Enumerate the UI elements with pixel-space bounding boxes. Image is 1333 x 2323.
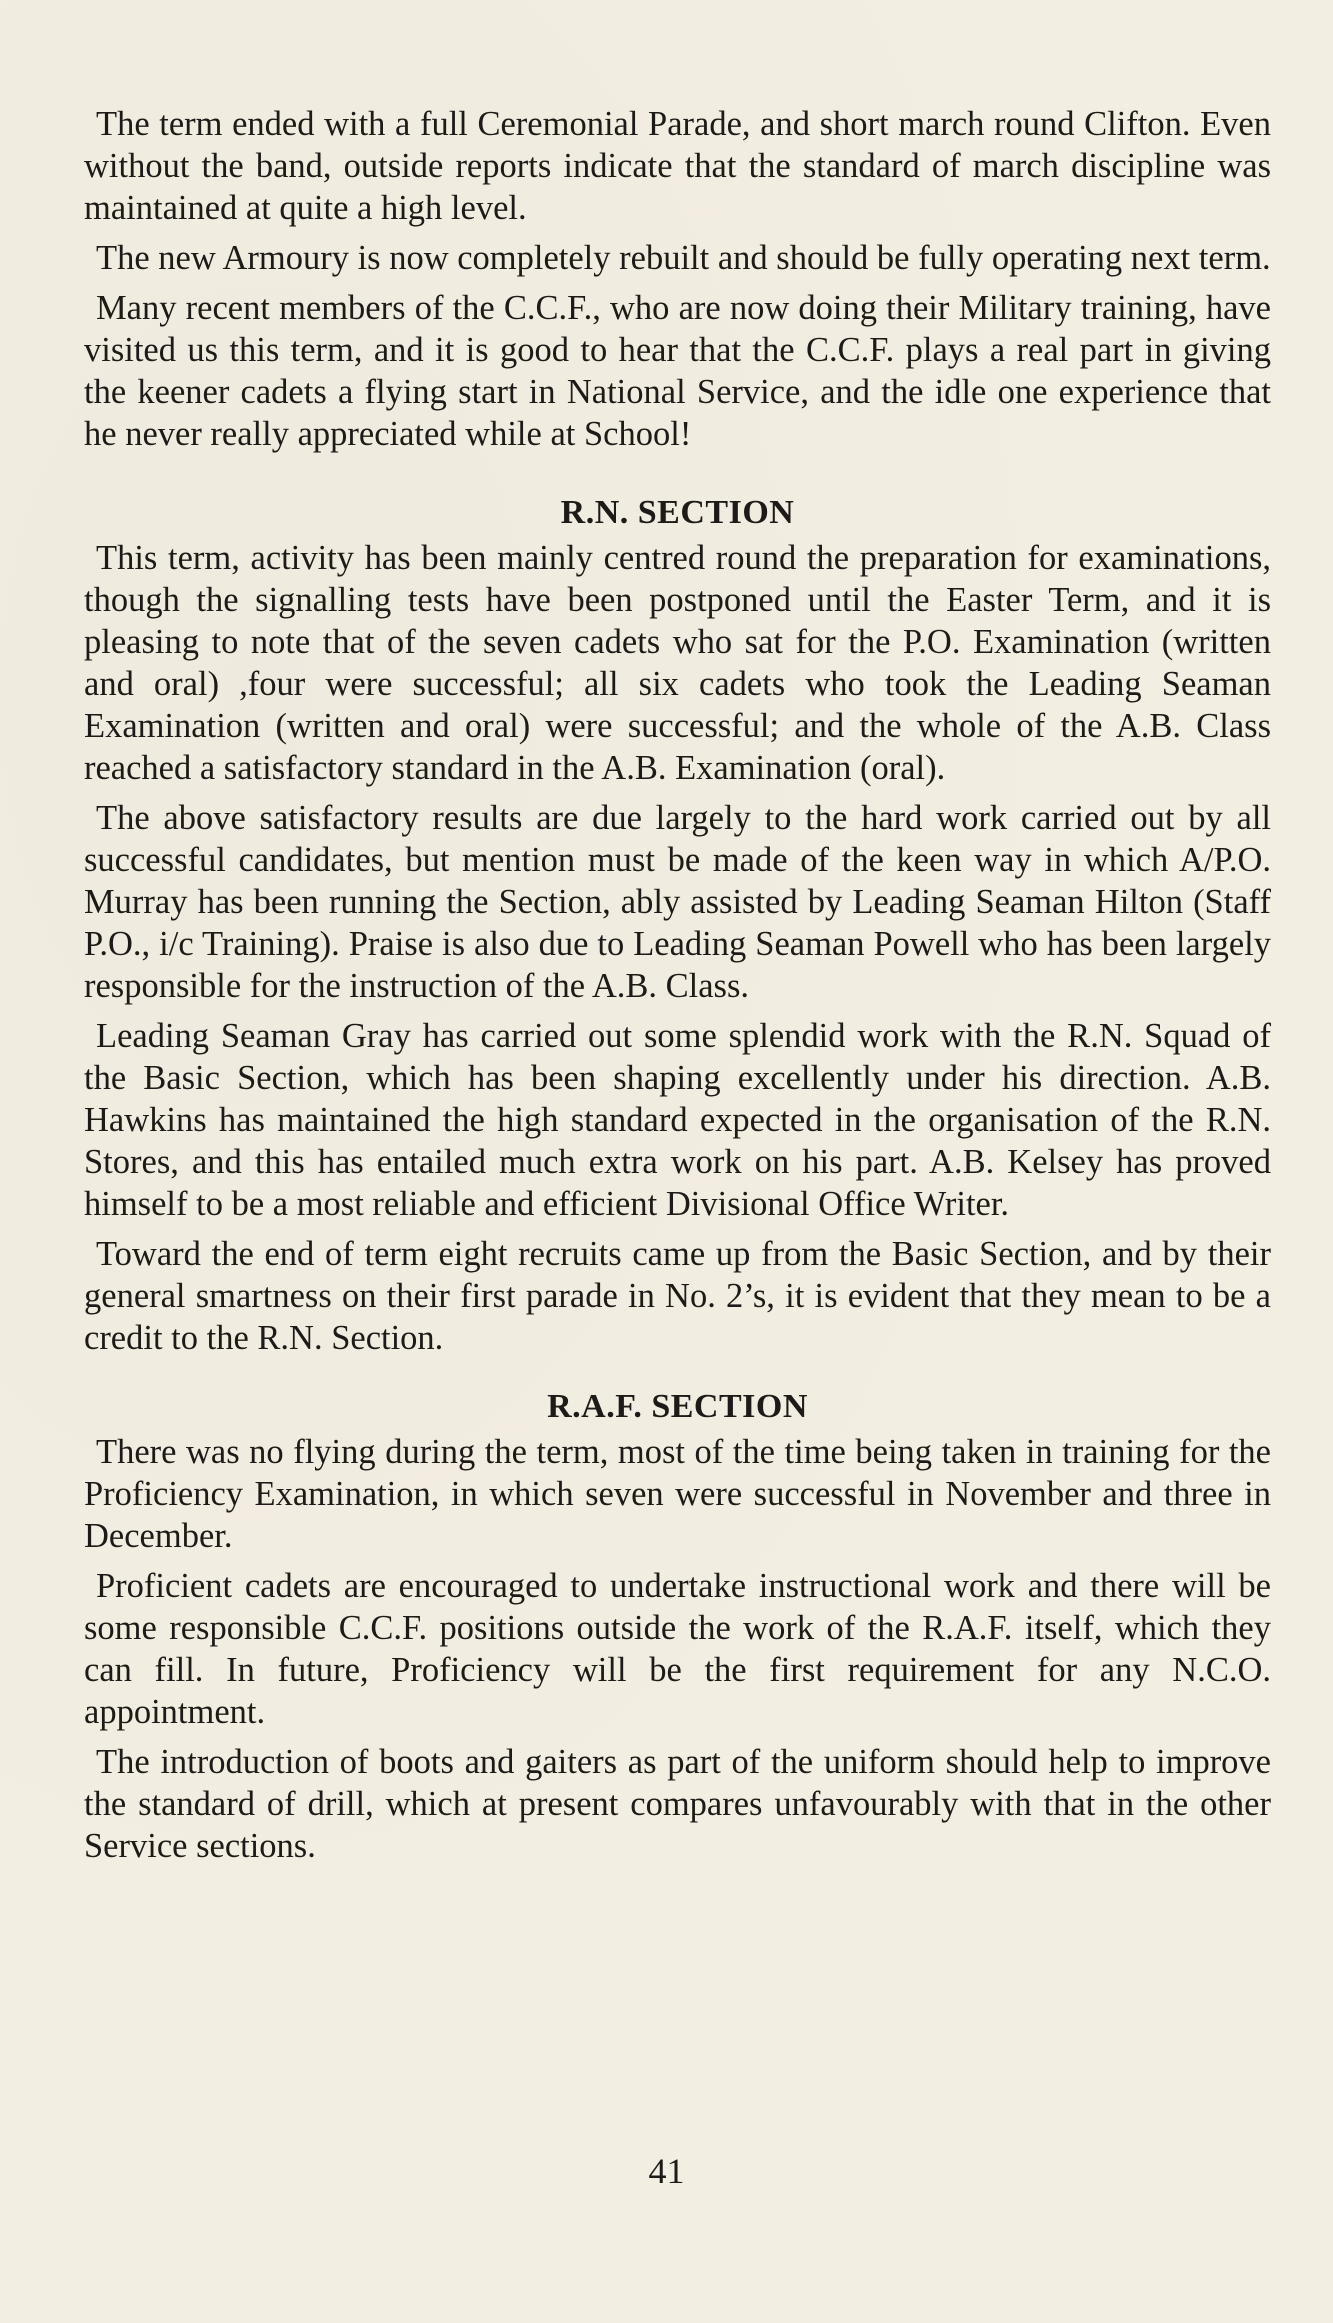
rn-paragraph-3: Leading Seaman Gray has carried out some splendid work with the R.N. Squad of the Basic Section, which has been shaping excellently under his direction. A.B. Hawkins has maintained the high standard expected in the organisation of the R.N. Stores, and this has entailed much extra work on his part. A.B. Kelsey has proved himself to be a most reliable and efficient Divisional Office Writer. bbox=[84, 1017, 1271, 1223]
rn-paragraph-1: This term, activity has been mainly centred round the preparation for examinations, though the signalling tests have been postponed until the Easter Term, and it is pleasing to note that of the seven cadets who sat for the P.O. Examination (written and oral) ,four were successful; all six cadets who took the Leading Seaman Examination (written and oral) were successful; and the whole of the A.B. Class reached a satisfactory standard in the A.B. Examination (oral). bbox=[84, 539, 1271, 787]
page-number: 41 bbox=[648, 2151, 685, 2191]
rn-paragraph-4: Toward the end of term eight recruits came up from the Basic Section, and by their general smartness on their first parade in No. 2’s, it is evident that they mean to be a credit to the R.N. Section. bbox=[84, 1235, 1271, 1357]
raf-paragraph-2: Proficient cadets are encouraged to undertake instructional work and there will be some responsible C.C.F. positions outside the work of the R.A.F. itself, which they can fill. In future, Proficiency will be the first requirement for any N.C.O. appointment. bbox=[84, 1567, 1271, 1731]
rn-paragraph-2: The above satisfactory results are due largely to the hard work carried out by all successful candidates, but mention must be made of the keen way in which A/P.O. Murray has been running the Section, ably assisted by Leading Seaman Hilton (Staff P.O., i/c Training). Praise is also due to Leading Seaman Powell who has been largely responsible for the instruction of the A.B. Class. bbox=[84, 799, 1271, 1005]
raf-paragraph-3: The introduction of boots and gaiters as part of the uniform should help to improve the standard of drill, which at present compares unfavourably with that in the other Service sections. bbox=[84, 1743, 1271, 1865]
raf-paragraph-1: There was no flying during the term, most of the time being taken in training for the Proficiency Examination, in which seven were successful in November and three in December. bbox=[84, 1433, 1271, 1555]
raf-section-heading: R.A.F. SECTION bbox=[547, 1388, 808, 1425]
page-body bbox=[84, 103, 1271, 1875]
intro-paragraph-1: The term ended with a full Ceremonial Parade, and short march round Clifton. Even without the band, outside reports indicate that the standard of march discipline was maintained at quite a high level. bbox=[84, 105, 1271, 227]
intro-paragraph-2: The new Armoury is now completely rebuilt and should be fully operating next term. bbox=[96, 239, 1271, 277]
intro-paragraph-3: Many recent members of the C.C.F., who are now doing their Military training, have visited us this term, and it is good to hear that the C.C.F. plays a real part in giving the keener cadets a flying start in National Service, and the idle one experience that he never really appreciated while at School! bbox=[84, 289, 1271, 453]
rn-section-heading: R.N. SECTION bbox=[560, 494, 795, 531]
